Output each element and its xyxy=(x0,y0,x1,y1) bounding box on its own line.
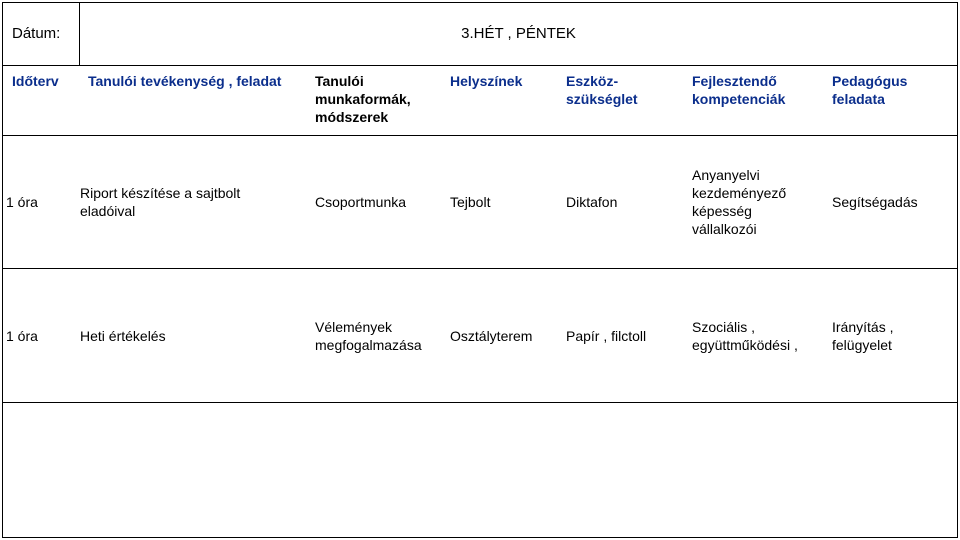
row2-teacher-task: Irányítás , felügyelet xyxy=(832,318,894,353)
row2-method: Vélemények megfogalmazása xyxy=(315,318,422,353)
header-methods: Tanulói munkaformák, módszerek xyxy=(315,73,411,125)
row1-method: Csoportmunka xyxy=(315,194,407,210)
row1-activity: Riport készítése a sajtbolt eladóival xyxy=(80,185,241,219)
header-activity: Tanulói tevékenység , feladat xyxy=(88,73,282,89)
row3-empty xyxy=(3,403,957,537)
header-competencies: Fejlesztendő kompetenciák xyxy=(692,73,786,107)
grid-line xyxy=(2,537,958,538)
row1-competencies: Anyanyelvi kezdeményező képesség vállalkozói xyxy=(692,167,787,237)
grid-line xyxy=(957,2,958,538)
header-location: Helyszínek xyxy=(450,73,523,89)
row2-location: Osztályterem xyxy=(450,327,533,344)
header-tools: Eszköz- szükséglet xyxy=(566,73,638,107)
row2-competencies: Szociális , együttműködési , xyxy=(692,318,798,353)
header-time: Időterv xyxy=(12,73,59,89)
row2-activity: Heti értékelés xyxy=(80,327,166,344)
row2-tools: Papír , filctoll xyxy=(566,327,647,344)
row1-time: 1 óra xyxy=(6,194,38,210)
week-day-title: 3.HÉT , PÉNTEK xyxy=(461,25,576,42)
row2-time: 1 óra xyxy=(6,327,38,344)
row1-teacher-task: Segítségadás xyxy=(832,194,918,210)
header-teacher-task: Pedagógus feladata xyxy=(832,73,908,107)
row1-location: Tejbolt xyxy=(450,194,491,210)
row1-tools: Diktafon xyxy=(566,194,618,210)
date-label: Dátum: xyxy=(12,25,61,42)
